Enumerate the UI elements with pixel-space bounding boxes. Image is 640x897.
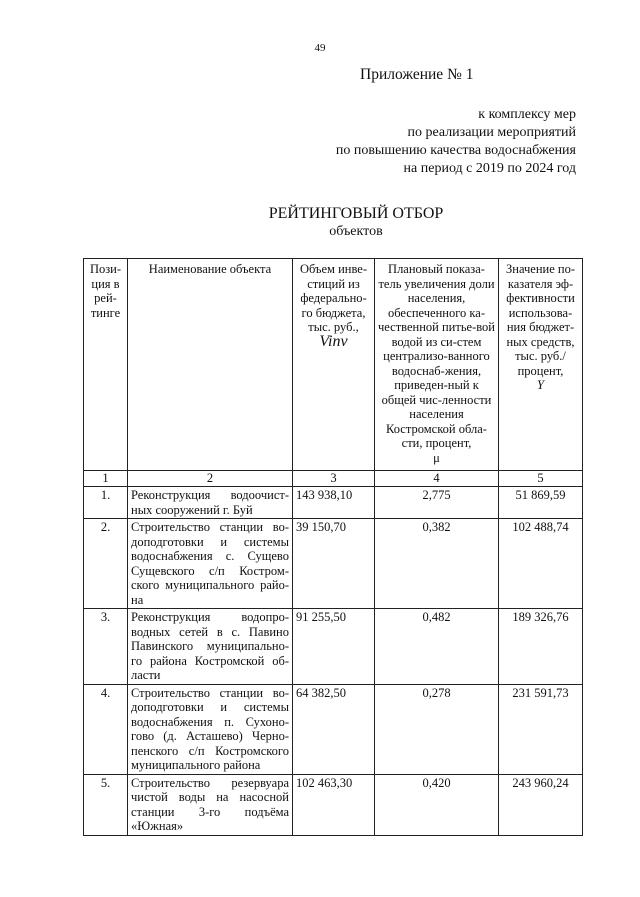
rating-table (83, 258, 583, 836)
row-position: 4. (84, 684, 128, 774)
header-efficiency (499, 259, 583, 471)
appendix-subtitle-line: к комплексу мер (478, 107, 576, 122)
column-number: 2 (128, 471, 293, 487)
appendix-subtitle (336, 106, 576, 178)
header-name: Наименование объекта (128, 259, 293, 471)
row-position: 3. (84, 609, 128, 685)
header-position: Пози-ция в рей-тинге (84, 259, 128, 471)
column-number: 1 (84, 471, 128, 487)
table-header-row (84, 259, 583, 471)
document-subtitle: объектов (329, 224, 383, 239)
row-name: Строительство станции во-доподготовки и системы водоснабжения п. Сухоно-гово (д. Асташево) Черно-пенского с/п Костромского муниципального района (128, 684, 293, 774)
row-investment: 102 463,30 (293, 774, 375, 835)
row-name: Строительство резервуара чистой воды на насосной станции 3-го подъёма «Южная» (128, 774, 293, 835)
row-increase: 0,482 (375, 609, 499, 685)
table-row (84, 519, 583, 609)
column-number: 3 (293, 471, 375, 487)
row-investment: 143 938,10 (293, 487, 375, 519)
row-increase: 0,278 (375, 684, 499, 774)
table-row (84, 774, 583, 835)
row-name: Строительство станции во-доподготовки и системы водоснабжения с. Сущево Сущевского с/п Костром-ского муниципального райо-на (128, 519, 293, 609)
row-investment: 91 255,50 (293, 609, 375, 685)
page-number: 49 (314, 42, 326, 54)
header-investment-var: Vinv (319, 332, 348, 350)
appendix-title: Приложение № 1 (360, 66, 474, 83)
column-number: 4 (375, 471, 499, 487)
header-investment (293, 259, 375, 471)
header-increase (375, 259, 499, 471)
appendix-subtitle-line: по повышению качества водоснабжения (335, 143, 576, 158)
row-increase: 0,420 (375, 774, 499, 835)
row-position: 5. (84, 774, 128, 835)
row-name: Реконструкция водопро-водных сетей в с. Павино Павинского муниципально-го района Костромской об-ласти (128, 609, 293, 685)
row-name: Реконструкция водоочист-ных сооружений г. Буй (128, 487, 293, 519)
column-number-row (84, 471, 583, 487)
header-efficiency-text: Значение по-казателя эф-фективности использова-ния бюджет-ных средств, тыс. руб./процент, (506, 262, 575, 378)
appendix-subtitle-line: по реализации мероприятий (407, 125, 576, 140)
header-efficiency-var: Y (537, 378, 544, 392)
row-efficiency: 231 591,73 (499, 684, 583, 774)
header-increase-var: μ (433, 450, 440, 465)
appendix-subtitle-line: на период с 2019 по 2024 год (403, 161, 576, 176)
row-efficiency: 189 326,76 (499, 609, 583, 685)
row-increase: 0,382 (375, 519, 499, 609)
row-position: 2. (84, 519, 128, 609)
table-row (84, 609, 583, 685)
document-title: РЕЙТИНГОВЫЙ ОТБОР (268, 205, 444, 222)
row-efficiency: 102 488,74 (499, 519, 583, 609)
row-position: 1. (84, 487, 128, 519)
header-investment-text: Объем инве-стиций из федерально-го бюджета, тыс. руб., (299, 262, 368, 334)
table-row (84, 684, 583, 774)
row-efficiency: 243 960,24 (499, 774, 583, 835)
column-number: 5 (499, 471, 583, 487)
row-increase: 2,775 (375, 487, 499, 519)
table-row (84, 487, 583, 519)
row-efficiency: 51 869,59 (499, 487, 583, 519)
header-increase-text: Плановый показа-тель увеличения доли населения, обеспеченного ка-чественной питье-вой водой из си-стем централизо-ванного водоснаб-жения, приведен-ный к общей чис-ленности населения Костромской обла-сти, процент, (378, 262, 495, 450)
row-investment: 39 150,70 (293, 519, 375, 609)
row-investment: 64 382,50 (293, 684, 375, 774)
